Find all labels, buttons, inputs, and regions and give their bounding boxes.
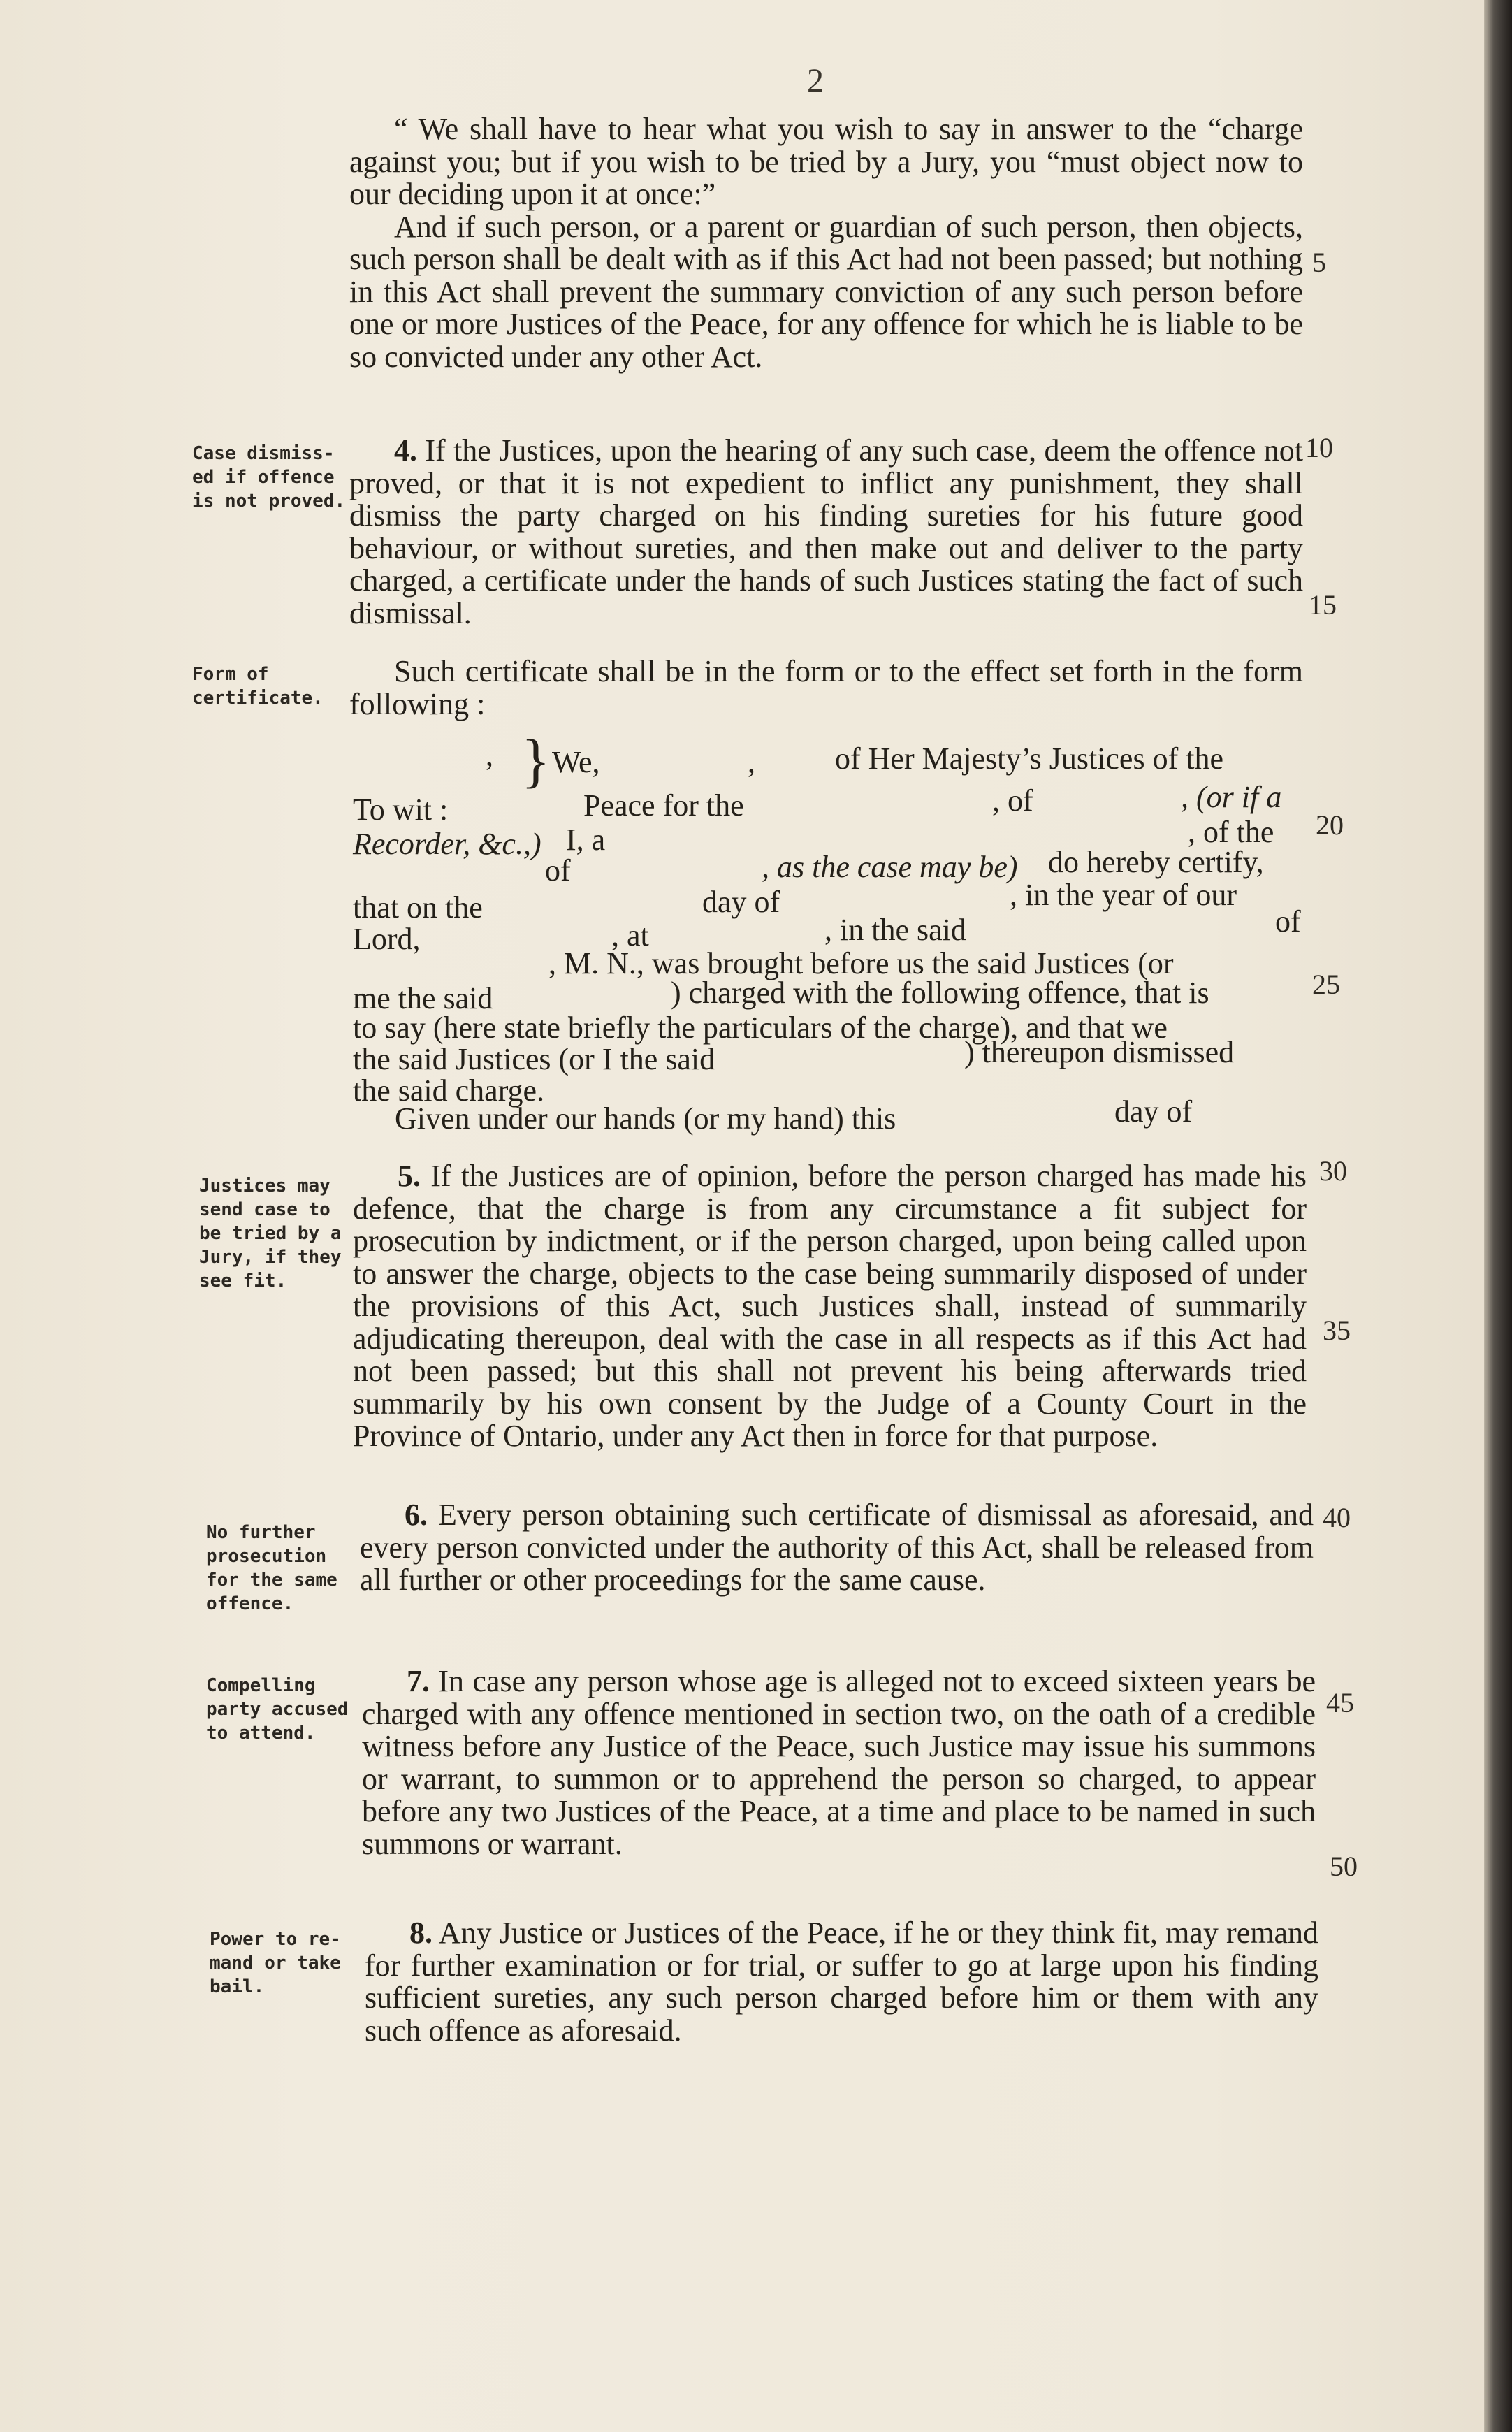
form-text: We, (552, 745, 600, 779)
form-text: day of (1114, 1094, 1193, 1129)
form-text: Lord, (353, 922, 421, 956)
section-number: 6. (405, 1498, 428, 1532)
margin-note-no-further-prosecution: No further prosecution for the same offence. (206, 1522, 337, 1614)
quoted-caution: “ We shall have to hear what you wish to say in answer to the “charge against you; but if you wish to be tried by a Jury, you “must object now to our deciding upon it at once:” (349, 112, 1303, 211)
form-text: , (or if a (1181, 780, 1282, 814)
form-text: of Her Majesty’s Justices of the (835, 741, 1223, 776)
opening-passage (349, 113, 1303, 373)
line-number: 20 (1316, 809, 1344, 841)
form-text: Given under our hands (or my hand) this (395, 1101, 896, 1136)
form-text: me the said (353, 981, 493, 1015)
form-text: , at (611, 918, 649, 953)
form-text: to say (here state briefly the particulars of the charge), and that we (353, 1011, 1168, 1045)
section-number: 8. (409, 1916, 432, 1950)
form-brace: } (521, 727, 551, 794)
certificate-form (349, 727, 1328, 1143)
form-text: of (545, 853, 571, 888)
section-5 (353, 1160, 1307, 1453)
form-text: Peace for the (583, 788, 744, 823)
section-text: Every person obtaining such certificate of dismissal as aforesaid, and every person convicted under the authority of this Act, shall be released from all further or other proceedings for the same cause. (360, 1498, 1314, 1597)
form-text: , (748, 745, 755, 779)
margin-note-power-to-remand: Power to re- mand or take bail. (210, 1929, 341, 1997)
form-text: ) thereupon dismissed (964, 1035, 1235, 1069)
book-spine (1484, 0, 1512, 2432)
form-comma: , (486, 738, 493, 772)
line-number: 25 (1312, 969, 1340, 1000)
section-number: 5. (398, 1159, 421, 1193)
section-number: 7. (407, 1664, 430, 1698)
form-intro-text: Such certificate shall be in the form or to the effect set forth in the form following : (349, 654, 1303, 721)
form-text: , of (992, 783, 1033, 818)
form-text: day of (702, 885, 780, 919)
margin-note-form-of-certificate: Form of certificate. (192, 664, 324, 709)
line-number: 15 (1309, 589, 1337, 621)
form-text: that on the (353, 890, 483, 925)
form-text: I, a (566, 823, 606, 857)
line-number: 40 (1323, 1502, 1351, 1533)
margin-note-compelling-party: Compelling party accused to attend. (206, 1675, 349, 1744)
form-text: of (1275, 904, 1301, 939)
form-text: To wit : (353, 792, 449, 827)
form-text: , as the case may be) (762, 850, 1018, 884)
page-number: 2 (807, 62, 824, 99)
form-text: Recorder, &c.,) (353, 827, 541, 861)
section-text: In case any person whose age is alleged not to exceed sixteen years be charged with any offence mentioned in section two, on the oath of a credible witness before any Justice of the Peace, such Justice may issue his summons or warrant, to summon or to apprehend the person so charged, to appear before any two Justices of the Peace, at a time and place to be named in such summons or warrant. (362, 1664, 1316, 1861)
section-7 (362, 1665, 1316, 1860)
form-text: , of the (1188, 815, 1274, 849)
form-text: the said charge. (353, 1073, 545, 1108)
form-text: , M. N., was brought before us the said Justices (or (548, 946, 1174, 980)
form-text: , in the year of our (1010, 878, 1237, 912)
section-number: 4. (394, 433, 417, 468)
section-text: If the Justices, upon the hearing of any such case, deem the offence not proved, or that it is not expedient to inflict any punishment, they shall dismiss the party charged on his finding sureties for his future good behaviour, or without sureties, and then make out and deliver to the party charged, a certificate under the hands of such Justices stating the fact of such dismissal. (349, 433, 1303, 630)
line-number: 30 (1319, 1155, 1347, 1187)
margin-note-justices-may-send: Justices may send case to be tried by a Jury, if they see fit. (199, 1175, 342, 1291)
section-8 (365, 1917, 1318, 2047)
section-6 (360, 1499, 1314, 1597)
line-number: 45 (1326, 1687, 1354, 1718)
section-text: Any Justice or Justices of the Peace, if he or they think fit, may remand for further examination or for trial, or suffer to go at large upon his finding sufficient sureties, any such person charged before him or them with any such offence as aforesaid. (365, 1916, 1318, 2048)
line-number: 10 (1305, 432, 1333, 463)
form-text: , in the said (824, 913, 966, 947)
margin-note-case-dismissed: Case dismiss- ed if offence is not proved. (192, 443, 346, 512)
line-number: 50 (1330, 1851, 1358, 1882)
form-intro (349, 656, 1303, 721)
form-text: ) charged with the following offence, that is (671, 976, 1209, 1010)
section-text: If the Justices are of opinion, before the person charged has made his defence, that the charge is from any circumstance a fit subject for prosecution by indictment, or if the person charged, upon being called upon to answer the charge, objects to the case being summarily disposed of under the provisions of this Act, such Justices shall, instead of summarily adjudicating thereupon, deal with the case in all respects as if this Act had not been passed; but this shall not prevent his being afterwards tried summarily by his own consent by the Judge of a County Court in the Province of Ontario, under any Act then in force for that purpose. (353, 1159, 1307, 1453)
line-number: 35 (1323, 1315, 1351, 1346)
form-text: the said Justices (or I the said (353, 1042, 715, 1076)
line-number: 5 (1312, 247, 1326, 278)
objection-paragraph: And if such person, or a parent or guardian of such person, then objects, such person shall be dealt with as if this Act had not been passed; but nothing in this Act shall prevent the summary conviction of any such person before one or more Justices of the Peace, for any offence for which he is liable to be so convicted under any other Act. (349, 209, 1303, 374)
section-4 (349, 435, 1303, 630)
form-text: do hereby certify, (1048, 845, 1264, 879)
